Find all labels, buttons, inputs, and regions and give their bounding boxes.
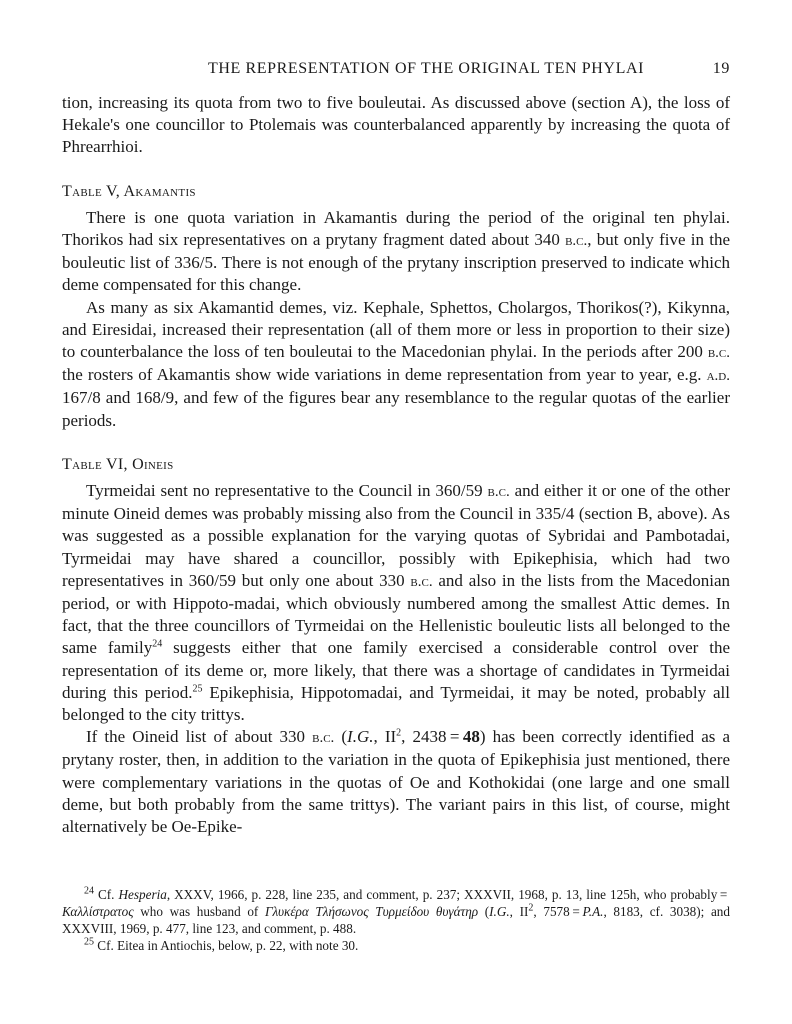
text-run: , but only five in the bouleutic list of 336/5. There is not enough of the prytany inscription preserved to indicate which deme compensated for this change. — [62, 230, 730, 295]
text-run: Epikephisia, Hippotomadai, and Tyrmeidai, it may be noted, probably all belonged to the city trittys. — [62, 682, 730, 725]
akamantis-paragraph-1 — [62, 207, 730, 297]
era-abbrev: b.c. — [487, 484, 510, 501]
text-run: There is one quota variation in Akamantis during the period of the original ten phylai. Thorikos had six representatives on a prytany fragment dated about 340 — [62, 207, 730, 250]
footnote-25 — [62, 937, 730, 954]
text-run: , 2438 = — [401, 727, 463, 747]
text-run: who was husband of — [133, 904, 265, 919]
body-text — [62, 92, 730, 838]
footnotes — [62, 886, 730, 954]
era-abbrev: b.c. — [312, 730, 335, 747]
text-run: Cf. — [94, 887, 119, 902]
section-heading-oineis: Table VI, Oineis — [62, 455, 174, 473]
footnote-24 — [62, 886, 730, 937]
citation-italic: I.G. — [347, 727, 374, 747]
era-abbrev: b.c. — [565, 233, 588, 250]
section-heading-akamantis: Table V, Akamantis — [62, 182, 196, 200]
text-run: and also in the lists from the Macedonian period, or with Hippoto-madai, which obviously numbered among the smallest Attic demes. In fact, that the three councillors of Tyrmeidai on the Hellenistic bouleutic lists all belonged to the same family — [62, 570, 730, 658]
running-title: THE REPRESENTATION OF THE ORIGINAL TEN PHYLAI — [207, 60, 645, 77]
text-run: Tyrmeidai sent no representative to the Council in 360/59 — [86, 481, 488, 501]
text-run: , 8183, cf. 3038); and XXXVIII, 1969, p. 477, line 123, and comment, p. 488. — [62, 904, 730, 936]
oineis-paragraph-2 — [62, 726, 730, 838]
text-run: , XXXV, 1966, p. 228, line 235, and comment, p. 237; XXXVII, 1968, p. 13, line 125h, who probably = — [166, 887, 731, 902]
text-run: , 7578 = — [533, 904, 583, 919]
text-run: As many as six Akamantid demes, viz. Kephale, Sphettos, Cholargos, Thorikos(?), Kikynna, and Eiresidai, increased their representation (all of them more or less in proportion to their size) to counterbalance the loss of ten bouleutai to the Macedonian phylai. In the periods after 200 — [62, 297, 730, 362]
citation-italic: P.A. — [582, 904, 604, 919]
footnote-ref-25[interactable]: 25 — [192, 683, 203, 695]
oineis-paragraph-1 — [62, 480, 730, 726]
text-run: , II — [509, 904, 529, 919]
text-run: suggests either that one family exercised a considerable control over the representation of its deme or, more likely, that there was a shortage of candidates in Tyrmeidai during this period. — [62, 638, 730, 702]
text-run: 167/8 and 168/9, and few of the figures bear any resemblance to the regular quotas of the earlier periods. — [62, 388, 730, 430]
era-abbrev: b.c. — [410, 573, 433, 590]
text-run: , II — [373, 727, 397, 747]
citation-italic: I.G. — [489, 904, 510, 919]
footnote-mark-25: 25 — [84, 936, 94, 948]
greek-name: Γλυκέρα Τλήσωνος Τυρμείδου θυγάτηρ — [264, 904, 479, 919]
page-number: 19 — [712, 60, 730, 77]
era-abbrev: a.d. — [706, 368, 730, 385]
footnote-ref-24[interactable]: 24 — [152, 638, 163, 650]
text-run: ) has been correctly identified as a prytany roster, then, in addition to the variation in the quota of Epikephisia just mentioned, there were complementary variations in the quotas of Oe and Kothokidai (one large and one small deme, but both probably from the same trittys). The variant pairs in this list, of course, might alternatively be Oe-Epike- — [62, 727, 731, 837]
superscript: 2 — [528, 902, 534, 914]
footnote-mark-24: 24 — [84, 885, 94, 897]
text-run: Cf. Eitea in Antiochis, below, p. 22, with note 30. — [94, 938, 359, 953]
superscript: 2 — [396, 727, 402, 739]
era-abbrev: b.c. — [707, 345, 730, 362]
text-run: ( — [334, 727, 348, 747]
catalog-number: 48 — [462, 727, 480, 747]
text-run: ( — [478, 904, 490, 919]
text-run: and either it or one of the other minute Oineid demes was probably missing also from the Council in 335/4 (section B, above). As was suggested as a possible explanation for the varying quotas of Sybridai and Pambotadai, Tyrmeidai may have shared a councillor, possibly with Epikephisia, which had two representatives in 360/59 but only one about 330 — [62, 481, 730, 590]
text-run: the rosters of Akamantis show wide variations in deme representation from year to year, e.g. — [62, 365, 707, 385]
greek-name: Καλλίστρατος — [62, 904, 134, 919]
running-head — [62, 60, 730, 84]
carryover-text: tion, increasing its quota from two to five bouleutai. As discussed above (section A), the loss of Hekale's one councillor to Ptolemais was counterbalanced apparently by increasing the quota of Phrearrhioi. — [62, 93, 730, 157]
text-run: If the Oineid list of about 330 — [86, 727, 313, 747]
akamantis-paragraph-2 — [62, 297, 730, 432]
carryover-paragraph — [62, 92, 730, 159]
journal-title: Hesperia — [118, 887, 167, 902]
